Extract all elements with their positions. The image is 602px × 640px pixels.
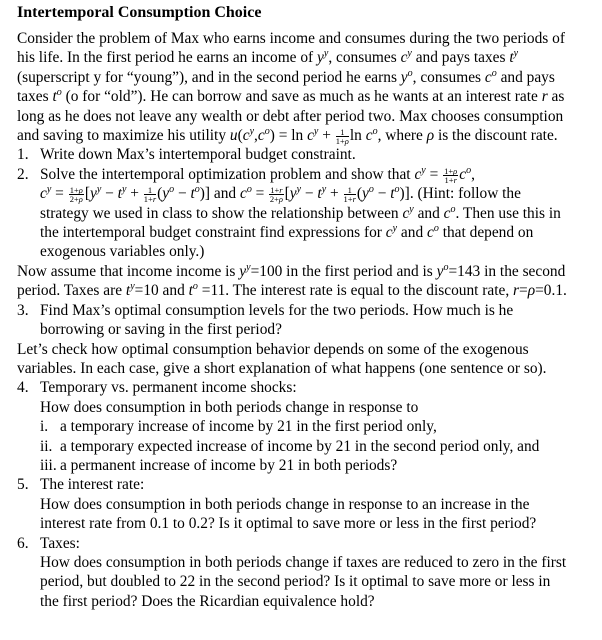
- utility-formula: $u(c^y,c^o) = \ln c^y$ + $\frac{1}{1+\rho}$ $\ln c^o$: [229, 125, 378, 146]
- question-4: 4. Temporary vs. permanent income shocks: How does consumption in both periods change in response to i. a temporary increase of income by 21 in the first period only, ii. a temporary expected increase of income by 21 in the second period only, and iii. a permanent increase of income by 21 in both periods?: [17, 378, 590, 475]
- list-item: ii. a temporary expected increase of income by 21 in the second period only, and: [40, 437, 540, 455]
- list-item: iii. a permanent increase of income by 21 in both periods?: [40, 456, 398, 474]
- consumption-old-formula: $c^o$ = $\frac{1+r}{2+\rho}$ [$y^y - t^y$ + $\frac{1}{1+r}$ $(y^o - t^o)$]: [239, 184, 410, 205]
- list-item: i. a temporary increase of income by 21 in the first period only,: [40, 418, 437, 436]
- consumption-young-formula: $c^y$ = $\frac{1+\rho}{2+\rho}$ [$y^y - t^y$ + $\frac{1}{1+r}$ $(y^o - t^o)$]: [40, 184, 211, 205]
- question-3: 3. Find Max’s optimal consumption levels for the two periods. How much is he borrowing or saving in the first period?: [17, 301, 514, 339]
- intro-paragraph: Consider the problem of Max who earns income and consumes during the two periods of his life. In the first period he earns an income of $y^y$, consumes $c^y$ and pays taxes $t^y$ (superscript y for “young”), and in the second period he earns $y^o$, consumes $c^o$ and pays taxes $t^o$ (o for “old”). He can borrow and save as much as he wants at an interest rate r as long as he does not leave any wealth or debt after period two. Max chooses consumption and saving to maximize his utility $u(c^y,c^o) = \ln c^y$ + $\frac{1}{1+\rho}$ $\ln c^o$, where ρ is the discount rate.: [17, 30, 565, 146]
- euler-formula: $c^y$ = $\frac{1+\rho}{1+r}$ $c^o$: [414, 164, 472, 185]
- question-2: 2. Solve the intertemporal optimization problem and show that $c^y$ = $\frac{1+\rho}{1+r}$ $c^o$, $c^y$ = $\frac{1+\rho}{2+\rho}$ [$y^y - t^y$ + $\frac{1}{1+r}$ $(y^o - t^o)$] and $c^o$ = $\frac{1+r}{2+\rho}$ [$y^y - t^y$ + $\frac{1}{1+r}$ $(y^o - t^o)$]. (Hint: follow the strategy we used in class to show the relationship between $c^y$ and $c^o$. Then use this in the intertemporal budget constraint find expressions for $c^y$ and $c^o$ that depend on exogenous variables only.): [17, 164, 561, 261]
- check-paragraph: Let’s check how optimal consumption behavior depends on some of the exogenous variables. In each case, give a short explanation of what happens (one sentence or so).: [17, 340, 547, 377]
- assumption-paragraph: Now assume that income income is $y^y=100$ in the first period and is $y^o=143$ in the second period. Taxes are $t^y=10$ and $t^o =11$. The interest rate is equal to the discount rate, r=ρ=0.1.: [17, 261, 567, 300]
- question-6: 6. Taxes: How does consumption in both periods change if taxes are reduced to zero in the first period, but doubled to 22 in the second period? Is it optimal to save more or less in the first period? Does the Ricardian equivalence hold?: [17, 534, 567, 610]
- question-5: 5. The interest rate: How does consumption in both periods change in response to an increase in the interest rate from 0.1 to 0.2? Is it optimal to save more or less in the first period?: [17, 476, 537, 533]
- page-title: Intertemporal Consumption Choice: [17, 4, 262, 21]
- question-1: 1. Write down Max’s intertemporal budget constraint.: [17, 146, 356, 164]
